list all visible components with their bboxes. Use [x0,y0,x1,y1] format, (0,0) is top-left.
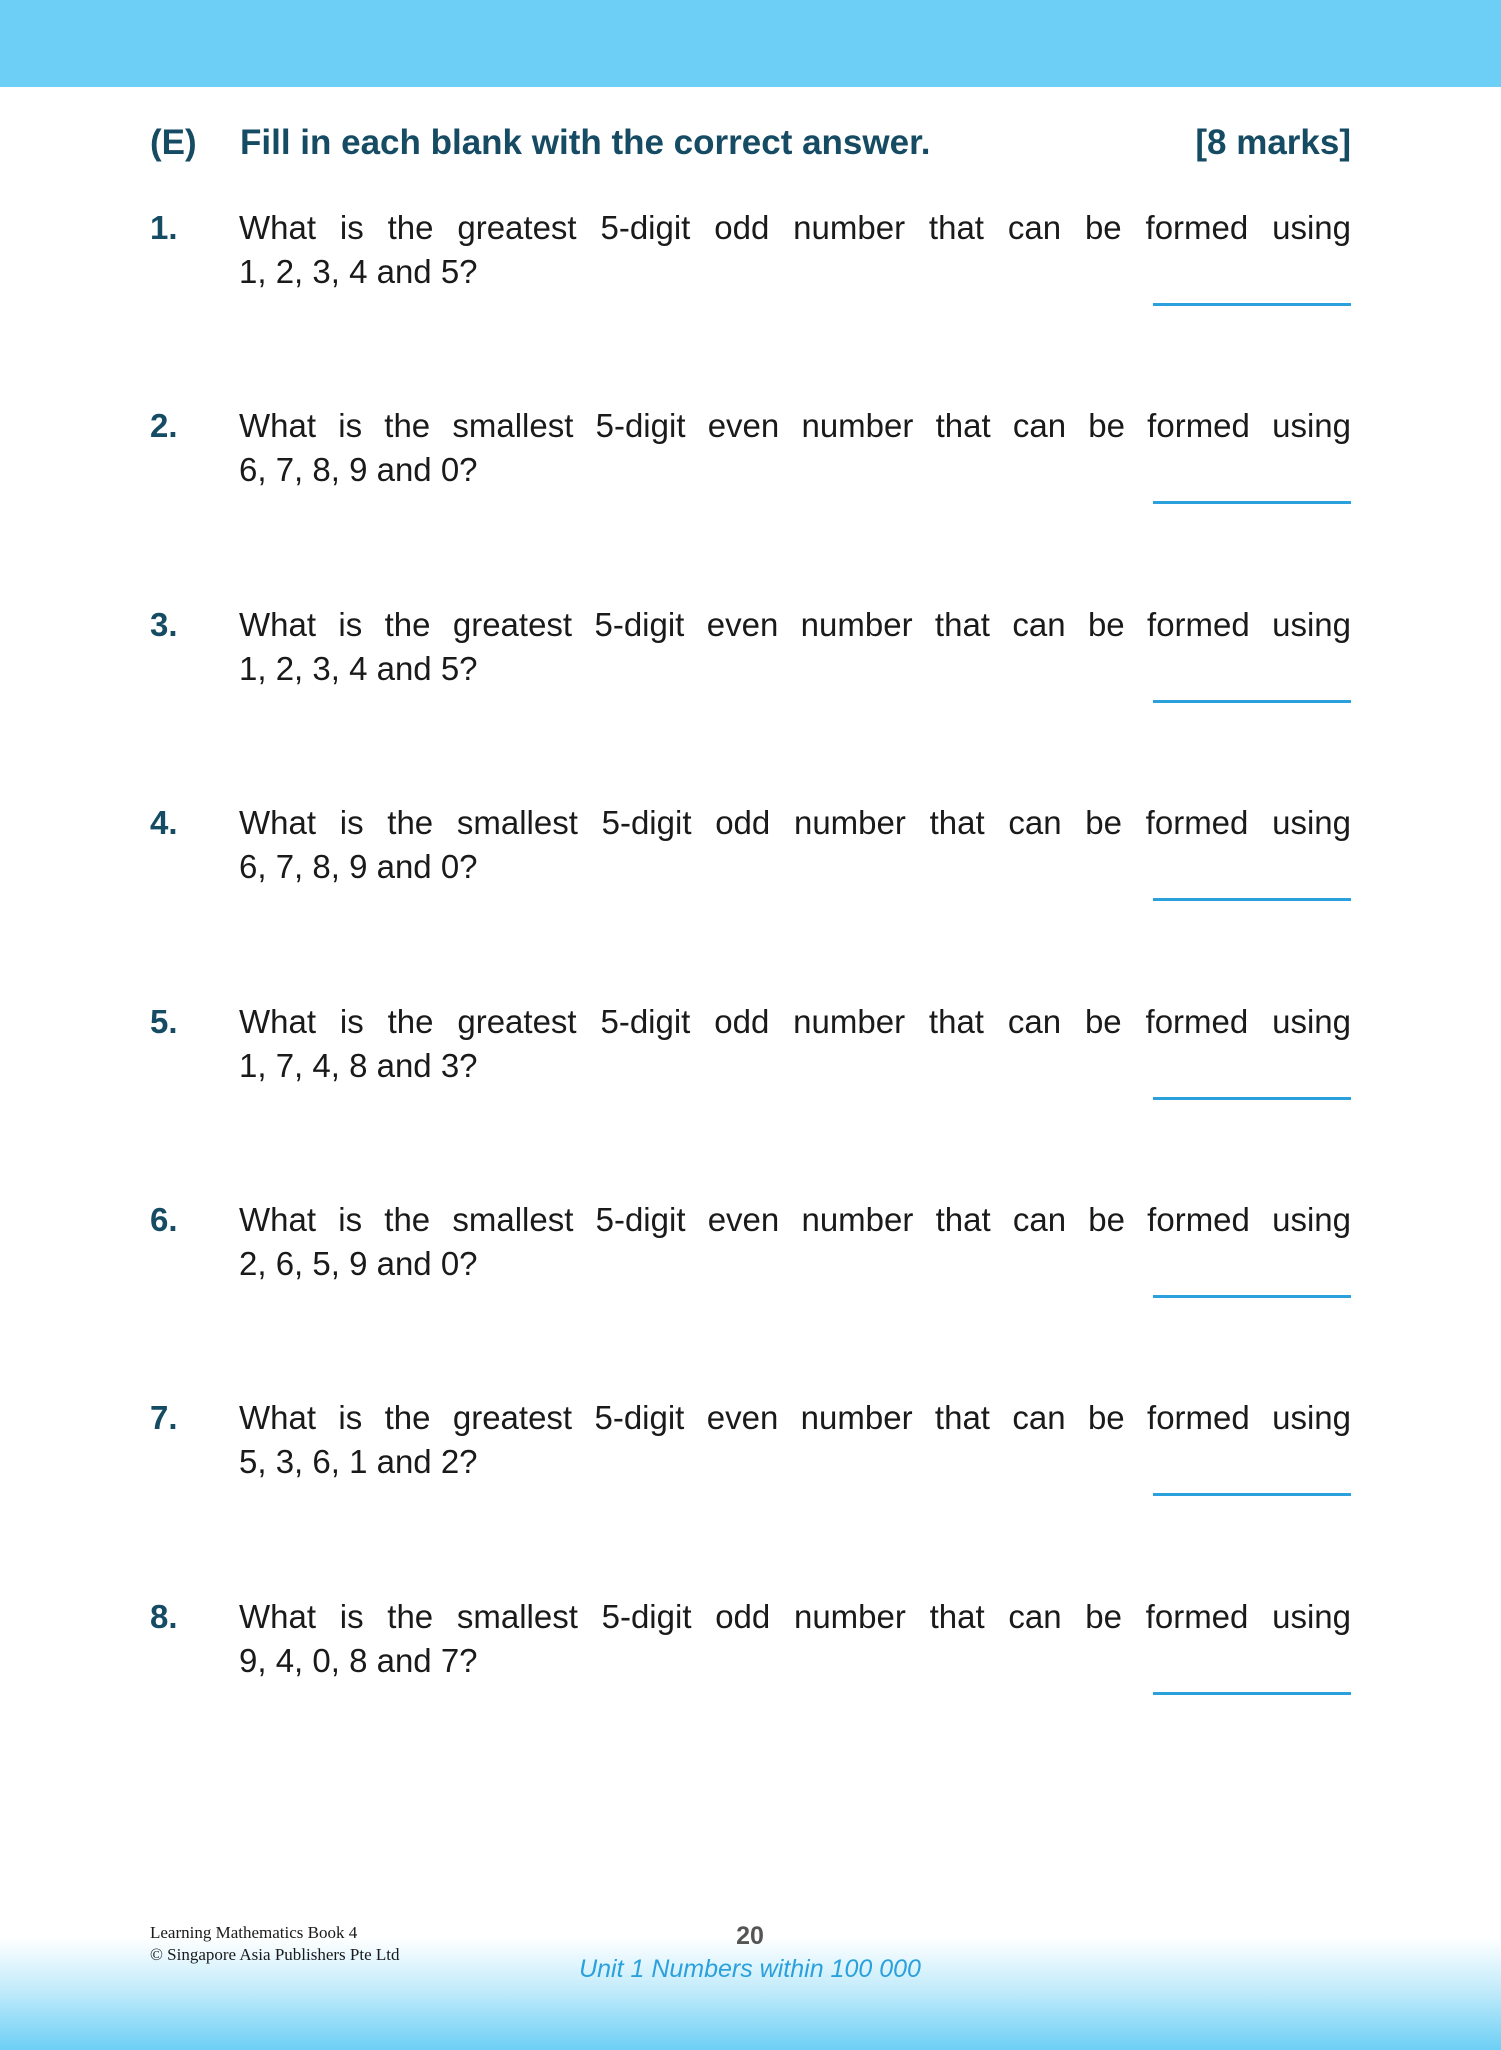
question-text-line-2: 6, 7, 8, 9 and 0? [239,848,478,885]
question-text [239,1198,1351,1286]
question-text-line-2: 9, 4, 0, 8 and 7? [239,1642,478,1679]
answer-blank[interactable] [1153,1097,1351,1100]
question-number: 2. [150,407,178,444]
question-text-line-2: 1, 7, 4, 8 and 3? [239,1047,478,1084]
question-text-line-1: What is the greatest 5-digit odd number that can be formed using [239,209,1351,246]
question-text [239,404,1351,492]
question-text [239,603,1351,691]
footer-book-title: Learning Mathematics Book 4 [150,1923,358,1942]
top-color-band [0,0,1501,87]
page-number: 20 [736,1922,764,1950]
unit-title: Unit 1 Numbers within 100 000 [579,1955,921,1983]
question-number: 3. [150,606,178,643]
question-text-line-1: What is the smallest 5-digit even number that can be formed using [239,1201,1351,1238]
question-text [239,206,1351,294]
answer-blank[interactable] [1153,898,1351,901]
footer-publisher-info [150,1922,400,1966]
question-5 [150,1000,1351,1175]
section-marks: [8 marks] [1195,123,1351,162]
question-7 [150,1396,1351,1571]
section-label: (E) [150,123,197,162]
question-text-line-1: What is the smallest 5-digit even number that can be formed using [239,407,1351,444]
question-text-line-2: 2, 6, 5, 9 and 0? [239,1245,478,1282]
question-text [239,1595,1351,1683]
question-text-line-1: What is the greatest 5-digit even number that can be formed using [239,606,1351,643]
question-text-line-1: What is the greatest 5-digit odd number that can be formed using [239,1003,1351,1040]
question-6 [150,1198,1351,1373]
question-8 [150,1595,1351,1770]
question-number: 6. [150,1201,178,1238]
section-instruction: Fill in each blank with the correct answer. [240,123,931,162]
question-number: 4. [150,804,178,841]
question-text [239,1000,1351,1088]
question-1 [150,206,1351,381]
question-text [239,1396,1351,1484]
question-number: 1. [150,209,178,246]
answer-blank[interactable] [1153,303,1351,306]
question-text-line-2: 5, 3, 6, 1 and 2? [239,1443,478,1480]
section-header [150,118,1351,168]
question-text-line-1: What is the greatest 5-digit even number that can be formed using [239,1399,1351,1436]
answer-blank[interactable] [1153,1295,1351,1298]
question-3 [150,603,1351,778]
question-number: 5. [150,1003,178,1040]
question-4 [150,801,1351,976]
answer-blank[interactable] [1153,501,1351,504]
answer-blank[interactable] [1153,1692,1351,1695]
question-text-line-2: 1, 2, 3, 4 and 5? [239,650,478,687]
answer-blank[interactable] [1153,1493,1351,1496]
question-number: 7. [150,1399,178,1436]
question-text-line-2: 1, 2, 3, 4 and 5? [239,253,478,290]
question-text-line-2: 6, 7, 8, 9 and 0? [239,451,478,488]
question-text-line-1: What is the smallest 5-digit odd number that can be formed using [239,804,1351,841]
footer-copyright: © Singapore Asia Publishers Pte Ltd [150,1945,400,1964]
question-number: 8. [150,1598,178,1635]
question-text-line-1: What is the smallest 5-digit odd number that can be formed using [239,1598,1351,1635]
question-2 [150,404,1351,579]
question-text [239,801,1351,889]
answer-blank[interactable] [1153,700,1351,703]
